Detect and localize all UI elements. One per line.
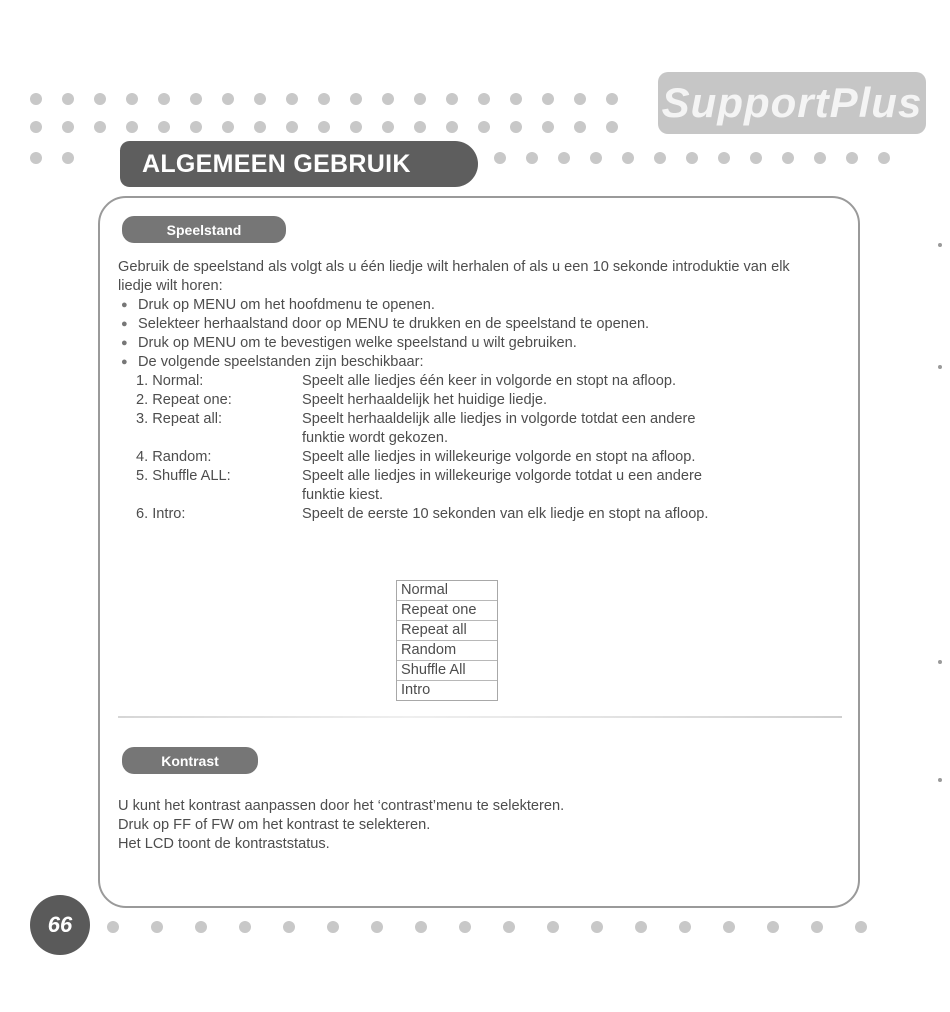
dot xyxy=(254,121,266,133)
contrast-line: U kunt het kontrast aanpassen door het ‘contrast’menu te selekteren. xyxy=(118,798,565,814)
decorative-dot-row-3-right xyxy=(494,152,890,164)
dot xyxy=(494,152,506,164)
dot xyxy=(606,121,618,133)
scan-speck xyxy=(938,365,942,369)
playmode-body xyxy=(118,258,848,524)
dot xyxy=(510,121,522,133)
bullet-text: Druk op MENU om het hoofdmenu te openen. xyxy=(138,297,435,313)
dot xyxy=(446,121,458,133)
mode-desc: Speelt herhaaldelijk alle liedjes in volgorde totdat een andere xyxy=(302,411,696,427)
dot xyxy=(371,921,383,933)
dot xyxy=(286,93,298,105)
bullet-text: Druk op MENU om te bevestigen welke speelstand u wilt gebruiken. xyxy=(138,335,577,351)
dot xyxy=(62,152,74,164)
menu-item-intro: Intro xyxy=(401,682,431,698)
decorative-dot-row-2 xyxy=(30,121,618,133)
mode-desc: Speelt alle liedjes in willekeurige volgorde totdat u een andere xyxy=(302,468,702,484)
mode-desc: Speelt herhaaldelijk het huidige liedje. xyxy=(302,392,548,408)
contrast-line: Het LCD toont de kontraststatus. xyxy=(118,836,330,852)
dot xyxy=(782,152,794,164)
dot xyxy=(190,93,202,105)
mode-label: 2. Repeat one: xyxy=(136,392,232,408)
dot xyxy=(62,121,74,133)
dot xyxy=(30,121,42,133)
mode-row xyxy=(118,505,848,524)
mode-row xyxy=(118,372,848,391)
bullet-icon: ● xyxy=(121,337,128,349)
dot xyxy=(478,121,490,133)
dot xyxy=(814,152,826,164)
dot xyxy=(526,152,538,164)
dot xyxy=(855,921,867,933)
dot xyxy=(283,921,295,933)
list-item xyxy=(118,315,848,334)
dot xyxy=(94,93,106,105)
dot xyxy=(239,921,251,933)
dot xyxy=(382,93,394,105)
mode-desc: funktie kiest. xyxy=(302,487,384,503)
dot xyxy=(542,121,554,133)
page-number-badge: 66 xyxy=(30,895,90,955)
dot xyxy=(723,921,735,933)
dot xyxy=(635,921,647,933)
dot xyxy=(94,121,106,133)
dot xyxy=(30,93,42,105)
section-divider xyxy=(118,716,842,718)
mode-row xyxy=(118,467,848,486)
bullet-text: De volgende speelstanden zijn beschikbaar: xyxy=(138,354,424,370)
bullet-icon: ● xyxy=(121,318,128,330)
dot xyxy=(222,121,234,133)
mode-row xyxy=(118,391,848,410)
mode-desc: Speelt de eerste 10 sekonden van elk liedje en stopt na afloop. xyxy=(302,506,709,522)
dot xyxy=(254,93,266,105)
mode-label: 5. Shuffle ALL: xyxy=(136,468,231,484)
dot xyxy=(158,121,170,133)
mode-row-continued xyxy=(118,429,848,448)
dot xyxy=(718,152,730,164)
scan-speck xyxy=(938,660,942,664)
dot xyxy=(686,152,698,164)
dot xyxy=(478,93,490,105)
mode-desc: funktie wordt gekozen. xyxy=(302,430,449,446)
dot xyxy=(574,121,586,133)
dot xyxy=(30,152,42,164)
dot xyxy=(414,93,426,105)
dot xyxy=(622,152,634,164)
menu-item-repeat-all: Repeat all xyxy=(397,621,497,641)
decorative-dot-row-bottom xyxy=(107,921,867,933)
mode-desc: Speelt alle liedjes in willekeurige volgorde en stopt na afloop. xyxy=(302,449,696,465)
dot xyxy=(846,152,858,164)
dot xyxy=(62,93,74,105)
section-title: ALGEMEEN GEBRUIK xyxy=(120,141,478,187)
dot xyxy=(542,93,554,105)
mode-label: 1. Normal: xyxy=(136,373,204,389)
dot xyxy=(606,93,618,105)
mode-row xyxy=(118,448,848,467)
mode-row-continued xyxy=(118,486,848,505)
dot xyxy=(547,921,559,933)
dot xyxy=(350,93,362,105)
dot xyxy=(654,152,666,164)
dot xyxy=(591,921,603,933)
dot xyxy=(510,93,522,105)
menu-item-repeat-one: Repeat one xyxy=(397,601,497,621)
contrast-body xyxy=(118,797,838,854)
dot xyxy=(558,152,570,164)
mode-label-spacer xyxy=(118,429,302,448)
dot xyxy=(151,921,163,933)
dot xyxy=(222,93,234,105)
dot xyxy=(158,93,170,105)
dot xyxy=(590,152,602,164)
dot xyxy=(318,93,330,105)
dot xyxy=(415,921,427,933)
dot xyxy=(350,121,362,133)
menu-item-shuffle-all: Shuffle All xyxy=(397,661,497,681)
mode-label: 6. Intro: xyxy=(136,506,186,522)
dot xyxy=(382,121,394,133)
playmode-heading: Speelstand xyxy=(122,216,286,243)
dot xyxy=(574,93,586,105)
playmode-menu-illustration xyxy=(396,580,498,701)
bullet-icon: ● xyxy=(121,356,128,368)
menu-item-random: Random xyxy=(397,641,497,661)
list-item xyxy=(118,353,848,372)
contrast-line: Druk op FF of FW om het kontrast te selekteren. xyxy=(118,817,431,833)
dot xyxy=(107,921,119,933)
dot xyxy=(446,93,458,105)
dot xyxy=(811,921,823,933)
dot xyxy=(459,921,471,933)
decorative-dot-row-3-left xyxy=(30,152,74,164)
list-item xyxy=(118,296,848,315)
scan-speck xyxy=(938,243,942,247)
mode-desc: Speelt alle liedjes één keer in volgorde en stopt na afloop. xyxy=(302,373,677,389)
brand-banner: SupportPlus xyxy=(658,72,926,134)
dot xyxy=(767,921,779,933)
dot xyxy=(414,121,426,133)
dot xyxy=(190,121,202,133)
scan-speck xyxy=(938,778,942,782)
dot xyxy=(750,152,762,164)
menu-item-normal: Normal xyxy=(397,581,497,601)
mode-label: 4. Random: xyxy=(136,449,212,465)
mode-label-spacer xyxy=(118,486,302,505)
mode-row xyxy=(118,410,848,429)
contrast-heading: Kontrast xyxy=(122,747,258,774)
bullet-icon: ● xyxy=(121,299,128,311)
dot xyxy=(126,93,138,105)
bullet-text: Selekteer herhaalstand door op MENU te drukken en de speelstand te openen. xyxy=(138,316,650,332)
dot xyxy=(126,121,138,133)
dot xyxy=(503,921,515,933)
playmode-intro: Gebruik de speelstand als volgt als u één liedje wilt herhalen of als u een 10 sekonde introduktie van elk liedje wilt horen: xyxy=(118,259,790,294)
decorative-dot-row-1 xyxy=(30,93,618,105)
dot xyxy=(327,921,339,933)
dot xyxy=(286,121,298,133)
mode-label: 3. Repeat all: xyxy=(136,411,222,427)
list-item xyxy=(118,334,848,353)
dot xyxy=(679,921,691,933)
dot xyxy=(195,921,207,933)
dot xyxy=(318,121,330,133)
dot xyxy=(878,152,890,164)
